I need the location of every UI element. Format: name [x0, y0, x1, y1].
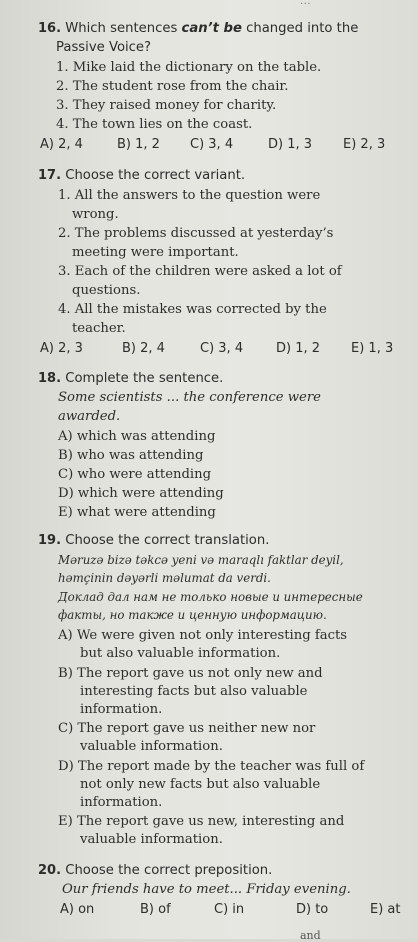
question-16-prompt [38, 20, 358, 37]
question-20-prompt-text: Choose the correct preposition. [65, 863, 273, 878]
question-20-number: 20. [38, 863, 62, 878]
question-18-sentence-1: Some scientists ... the conference were [58, 390, 321, 405]
question-16-number: 16. [38, 21, 62, 36]
question-17-line-8: teacher. [72, 321, 126, 336]
question-18-option-e[interactable]: E) what were attending [58, 505, 216, 520]
question-17-line-7: 4. All the mistakes was corrected by the [58, 302, 327, 317]
question-18-prompt-text: Complete the sentence. [65, 371, 224, 386]
question-19-option-e-line-2[interactable]: valuable information. [80, 832, 223, 847]
question-19-option-a-line-1[interactable]: A) We were given not only interesting facts [58, 628, 348, 643]
question-17-option-a[interactable]: A) 2, 3 [40, 341, 83, 356]
question-17-line-6: questions. [72, 283, 141, 298]
question-17-line-5: 3. Each of the children were asked a lot of [58, 264, 342, 279]
header-fragment: ... [300, 0, 312, 7]
question-20-options [60, 901, 410, 919]
question-19-option-c-line-2[interactable]: valuable information. [80, 739, 223, 754]
question-17-line-2: wrong. [72, 207, 119, 222]
question-17-line-4: meeting were important. [72, 245, 239, 260]
question-16-option-d[interactable]: D) 1, 3 [268, 137, 313, 152]
question-18-prompt [38, 370, 223, 387]
question-17-line-1: 1. All the answers to the question were [58, 188, 321, 203]
question-18-sentence-2: awarded. [58, 409, 121, 424]
question-20-sentence: Our friends have to meet... Friday evening. [62, 882, 351, 897]
question-19-prompt [38, 532, 269, 549]
question-19-option-b-line-1[interactable]: B) The report gave us not only new and [58, 666, 323, 681]
question-20-prompt [38, 862, 272, 879]
question-18-option-b[interactable]: B) who was attending [58, 448, 204, 463]
question-19-option-c-line-1[interactable]: C) The report gave us neither new nor [58, 721, 316, 736]
question-17-prompt [38, 167, 245, 184]
question-18-option-c[interactable]: C) who were attending [58, 467, 212, 482]
question-17-option-d[interactable]: D) 1, 2 [276, 341, 321, 356]
question-19-azerbaijani-line-2: həmçinin dəyərli məlumat da verdi. [58, 571, 271, 585]
question-20-option-c[interactable]: C) in [214, 902, 245, 917]
question-19-option-e-line-1[interactable]: E) The report gave us new, interesting and [58, 814, 345, 829]
question-16-item-3: 3. They raised money for charity. [56, 98, 277, 113]
question-19-option-b-line-3[interactable]: information. [80, 702, 163, 717]
question-17-line-3: 2. The problems discussed at yesterday’s [58, 226, 334, 241]
question-18-number: 18. [38, 371, 62, 386]
footer-fragment: and [300, 929, 321, 942]
question-17-option-c[interactable]: C) 3, 4 [200, 341, 244, 356]
question-16-prompt-a: Which sentences [65, 21, 182, 36]
question-20-option-b[interactable]: B) of [140, 902, 171, 917]
question-19-option-b-line-2[interactable]: interesting facts but also valuable [80, 684, 308, 699]
question-16-item-1: 1. Mike laid the dictionary on the table. [56, 60, 322, 75]
question-16-prompt-line2: Passive Voice? [56, 40, 152, 55]
question-19-prompt-text: Choose the correct translation. [65, 533, 270, 548]
question-19-option-a-line-2[interactable]: but also valuable information. [80, 646, 281, 661]
question-20-option-d[interactable]: D) to [296, 902, 329, 917]
question-17-options [40, 340, 410, 358]
question-17-option-b[interactable]: B) 2, 4 [122, 341, 165, 356]
question-19-option-d-line-1[interactable]: D) The report made by the teacher was full of [58, 759, 365, 774]
question-16-option-e[interactable]: E) 2, 3 [343, 137, 386, 152]
question-17-prompt-text: Choose the correct variant. [65, 168, 246, 183]
question-17-option-e[interactable]: E) 1, 3 [351, 341, 394, 356]
question-16-option-a[interactable]: A) 2, 4 [40, 137, 83, 152]
question-16-options [40, 136, 410, 154]
question-17-number: 17. [38, 168, 62, 183]
question-19-russian-line-1: Доклад дал нам не только новые и интересные [58, 590, 363, 604]
question-16-item-4: 4. The town lies on the coast. [56, 117, 253, 132]
question-20-option-e[interactable]: E) at [370, 902, 401, 917]
question-19-option-d-line-3[interactable]: information. [80, 795, 163, 810]
question-16-emphasis: can’t be [181, 21, 242, 36]
question-16-option-c[interactable]: C) 3, 4 [190, 137, 234, 152]
question-19-russian-line-2: факты, но также и ценную информацию. [58, 608, 327, 622]
question-20-option-a[interactable]: A) on [60, 902, 95, 917]
question-16-item-2: 2. The student rose from the chair. [56, 79, 289, 94]
question-16-prompt-b: changed into the [241, 21, 359, 36]
question-19-azerbaijani-line-1: Məruzə bizə təkcə yeni və maraqlı faktlar deyil, [58, 553, 344, 567]
question-18-option-a[interactable]: A) which was attending [58, 429, 216, 444]
question-16-option-b[interactable]: B) 1, 2 [117, 137, 160, 152]
question-19-number: 19. [38, 533, 62, 548]
question-19-option-d-line-2[interactable]: not only new facts but also valuable [80, 777, 321, 792]
question-18-option-d[interactable]: D) which were attending [58, 486, 224, 501]
